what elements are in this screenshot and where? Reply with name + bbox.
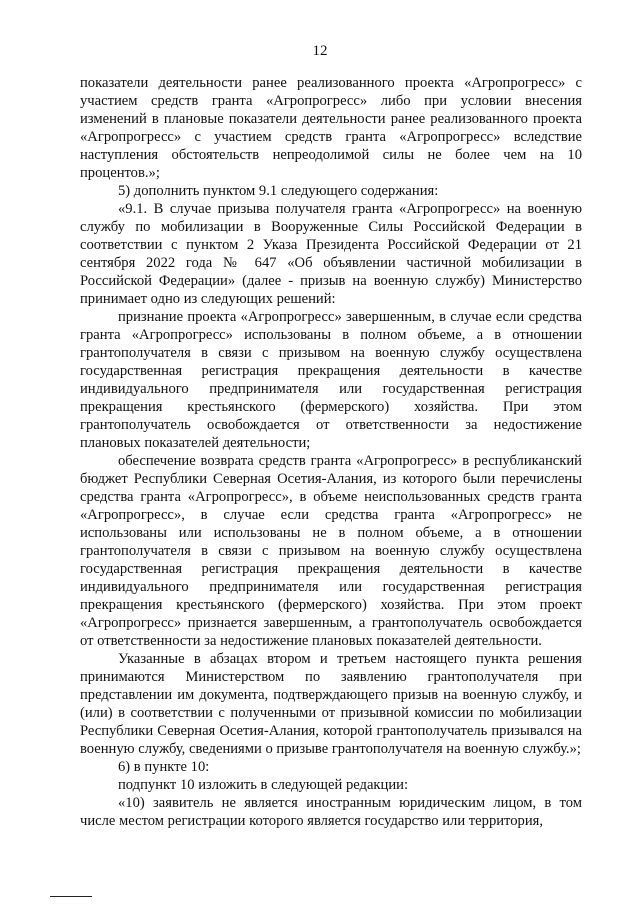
paragraph-subitem-10-intro: подпункт 10 изложить в следующей редакции: [118, 777, 409, 793]
paragraph-continuation: показатели деятельности ранее реализованного проекта «Агропрогресс» с участием средств гранта «Агропрогресс» либо при условии внесения изменений в плановые показатели деятельности ранее реализованного проекта «Агропрогресс» с участием средств гранта «Агропрогресс» вследствие наступления обстоятельств непреодолимой силы не более чем на 10 процентов.»; [80, 75, 582, 181]
paragraph-decision-completion: признание проекта «Агропрогресс» завершенным, в случае если средства гранта «Агропрогресс» использованы в полном объеме, а в отношении грантополучателя в связи с призывом на военную службу осуществлена государственная регистрация прекращения деятельности в качестве индивидуального предпринимателя или государственная регистрация прекращения крестьянского (фермерского) хозяйства. При этом грантополучатель освобождается от ответственности за недостижение плановых показателей деятельности; [80, 309, 582, 451]
paragraph-item-5: 5) дополнить пунктом 9.1 следующего содержания: [118, 183, 439, 199]
body-text [80, 74, 582, 830]
paragraph-decision-refund: обеспечение возврата средств гранта «Агропрогресс» в республиканский бюджет Республики Северная Осетия-Алания, из которого были перечислены средства гранта «Агропрогресс», в объеме неиспользованных средств гранта «Агропрогресс», в случае если средства гранта «Агропрогресс» не использованы или использованы не в полном объеме, а в отношении грантополучателя в связи с призывом на военную службу осуществлена государственная регистрация прекращения деятельности в качестве индивидуального предпринимателя или государственная регистрация прекращения крестьянского (фермерского) хозяйства. При этом проект «Агропрогресс» признается завершенным, а грантополучатель освобождается от ответственности за недостижение плановых показателей деятельности. [80, 453, 582, 649]
footer-divider [50, 896, 92, 897]
page-number: 12 [312, 43, 328, 59]
paragraph-subitem-10-text: «10) заявитель не является иностранным юридическим лицом, в том числе местом регистрации которого является государство или территория, [80, 795, 582, 829]
paragraph-decision-conditions: Указанные в абзацах втором и третьем настоящего пункта решения принимаются Министерством по заявлению грантополучателя при представлении им документа, подтверждающего призыв на военную службу, и (или) в соответствии с полученными от призывной комиссии по мобилизации Республики Северная Осетия-Алания, которой грантополучатель призывался на военную службу, сведениями о призыве грантополучателя на военную службу.»; [80, 651, 582, 757]
paragraph-clause-9-1: «9.1. В случае призыва получателя гранта «Агропрогресс» на военную службу по мобилизации в Вооруженные Силы Российской Федерации в соответствии с пунктом 2 Указа Президента Российской Федерации от 21 сентября 2022 года № 647 «Об объявлении частичной мобилизации в Российской Федерации» (далее - призыв на военную службу) Министерство принимает одно из следующих решений: [80, 201, 582, 307]
paragraph-item-6: 6) в пункте 10: [118, 759, 210, 775]
